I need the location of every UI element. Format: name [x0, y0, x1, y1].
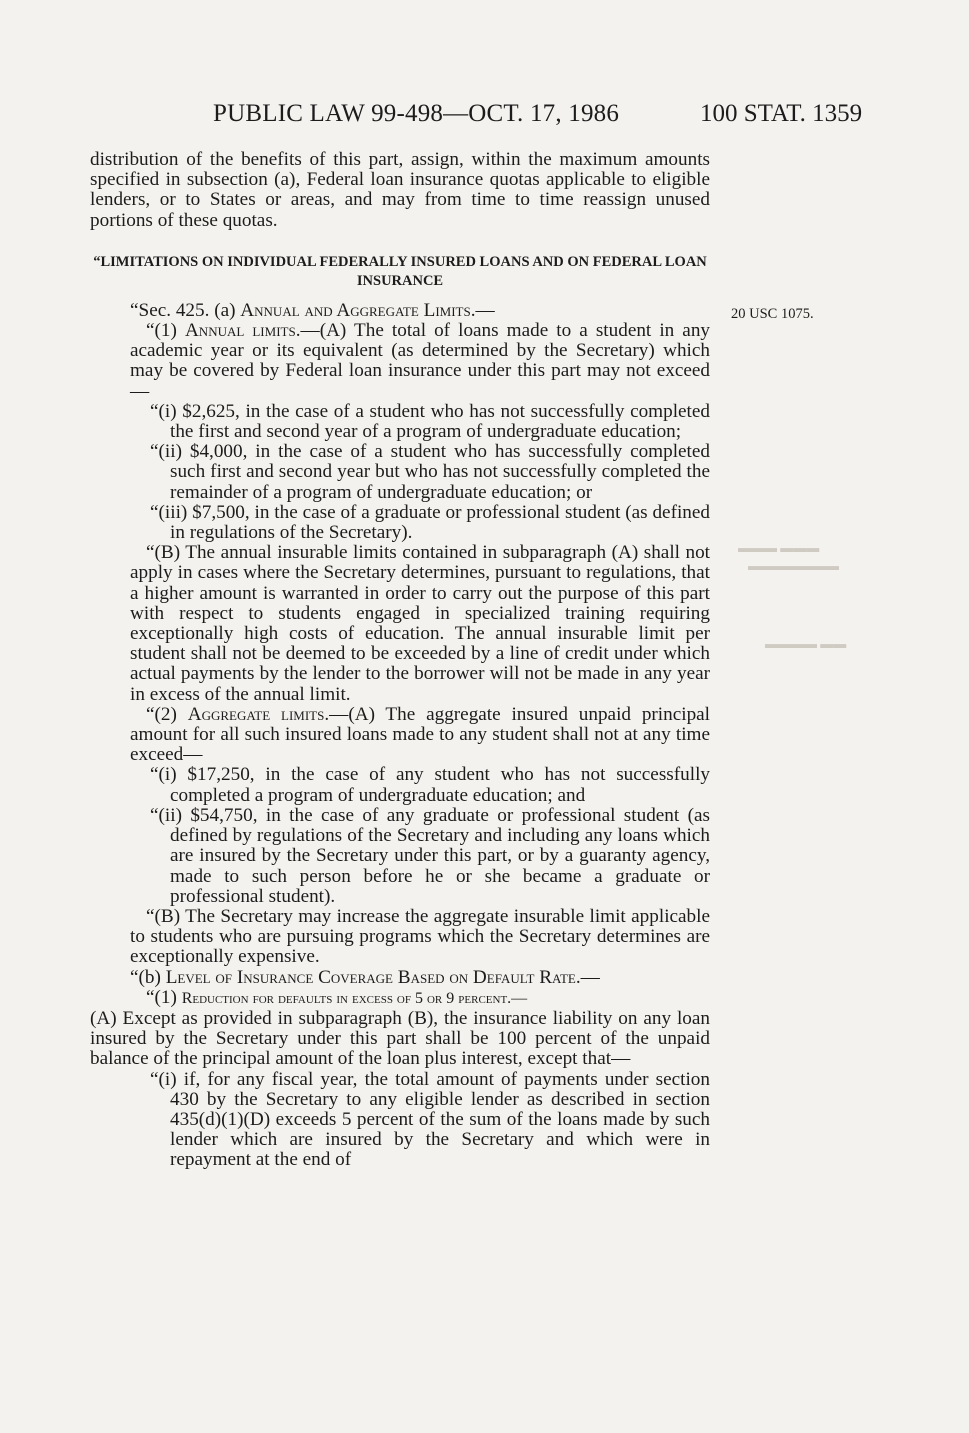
paragraph-continuation: distribution of the benefits of this part, assign, within the maximum amounts specified in subsection (a), Federal loan insurance quotas applicable to eligible lenders, or to States or areas, and may from time to time reassign unused portions of these quotas.	[90, 149, 710, 231]
subsection-b-heading: Level of Insurance Coverage Based on Default Rate.—	[165, 966, 600, 988]
paragraph-1-text: —(A) The total of loans made to a student in any academic year or its equivalent (as determined by the Secretary) which may be covered by Federal loan insurance under this part may not exceed—	[130, 320, 711, 402]
clause-b1-i: “(i) if, for any fiscal year, the total amount of payments under section 430 by the Secretary to any eligible lender as described in section 435(d)(1)(D) exceeds 5 percent of the sum of the loans made by such lender which are insured by the Secretary and which were in repayment at the end of	[150, 1068, 710, 1171]
subparagraph-2-B: “(B) The Secretary may increase the aggregate insurable limit applicable to students who are pursuing programs which the Secretary determines are exceptionally expensive.	[130, 905, 710, 968]
clause-1-iii: “(iii) $7,500, in the case of a graduate or professional student (as defined in regulations of the Secretary).	[150, 501, 710, 544]
section-425-title	[90, 301, 710, 321]
subparagraph-1-B: “(B) The annual insurable limits contained in subparagraph (A) shall not apply in cases where the Secretary determines, pursuant to regulations, that a higher amount is warranted in order to carry out the purpose of this part with respect to students engaged in specialized training requiring exceptionally high costs of education. The annual insurable limit per student shall not be deemed to be exceeded by a line of credit under which actual payments by the lender to the borrower will not be made in any year in excess of the annual limit.	[130, 542, 710, 705]
show-through-decoration: ▬▬▬▬▬▬▬	[748, 558, 839, 573]
section-number: “Sec. 425. (a)	[130, 299, 241, 321]
section-heading: “LIMITATIONS ON INDIVIDUAL FEDERALLY INSURED LOANS AND ON FEDERAL LOAN INSURANCE	[93, 253, 707, 289]
paragraph-2-aggregate-limits	[90, 705, 710, 766]
subsection-a-title: Annual and Aggregate Limits.—	[240, 299, 495, 321]
paragraph-b1-number: “(1)	[146, 986, 182, 1008]
paragraph-1-annual-limits	[90, 321, 710, 402]
clause-1-i: “(i) $2,625, in the case of a student who has not successfully completed the first and second year of a program of undergraduate education;	[150, 400, 710, 443]
page-header-stat-number: 100 STAT. 1359	[700, 100, 863, 127]
paragraph-b1-title	[90, 988, 710, 1009]
show-through-decoration: ▬▬▬ ▬▬▬	[738, 540, 820, 555]
paragraph-2-text: —(A) The aggregate insured unpaid principal amount for all such insured loans made to any student shall not at any time exceed—	[130, 703, 711, 766]
paragraph-2-number: “(2)	[146, 703, 188, 725]
statute-text	[90, 150, 710, 1171]
paragraph-1-title: Annual limits.	[184, 320, 301, 342]
page-header-title: PUBLIC LAW 99-498—OCT. 17, 1986	[213, 100, 620, 127]
paragraph-b1-heading: Reduction for defaults in excess of 5 or 9 percent.—	[181, 989, 528, 1007]
subparagraph-b1-A: (A) Except as provided in subparagraph (B), the insurance liability on any loan insured by the Secretary under this part shall be 100 percent of the unpaid balance of the principal amount of the loan plus interest, except that—	[90, 1007, 710, 1070]
subsection-b-title	[90, 968, 710, 988]
clause-2-ii: “(ii) $54,750, in the case of any graduate or professional student (as defined by regulations of the Secretary and including any loans which are insured by the Secretary under this part, or by a guaranty agency, made to such person before he or she became a graduate or professional student).	[150, 804, 710, 907]
clause-1-ii: “(ii) $4,000, in the case of a student who has successfully completed such first and second year but who has not successfully completed the remainder of a program of undergraduate education; or	[150, 441, 710, 503]
subsection-b-number: “(b)	[130, 966, 166, 988]
paragraph-1-number: “(1)	[146, 320, 185, 342]
margin-citation: 20 USC 1075.	[731, 306, 814, 322]
paragraph-2-title: Aggregate limits.	[187, 703, 330, 725]
clause-2-i: “(i) $17,250, in the case of any student who has not successfully completed a program of undergraduate education; and	[150, 764, 710, 806]
show-through-decoration: ▬▬ ▬▬▬▬	[765, 636, 847, 651]
